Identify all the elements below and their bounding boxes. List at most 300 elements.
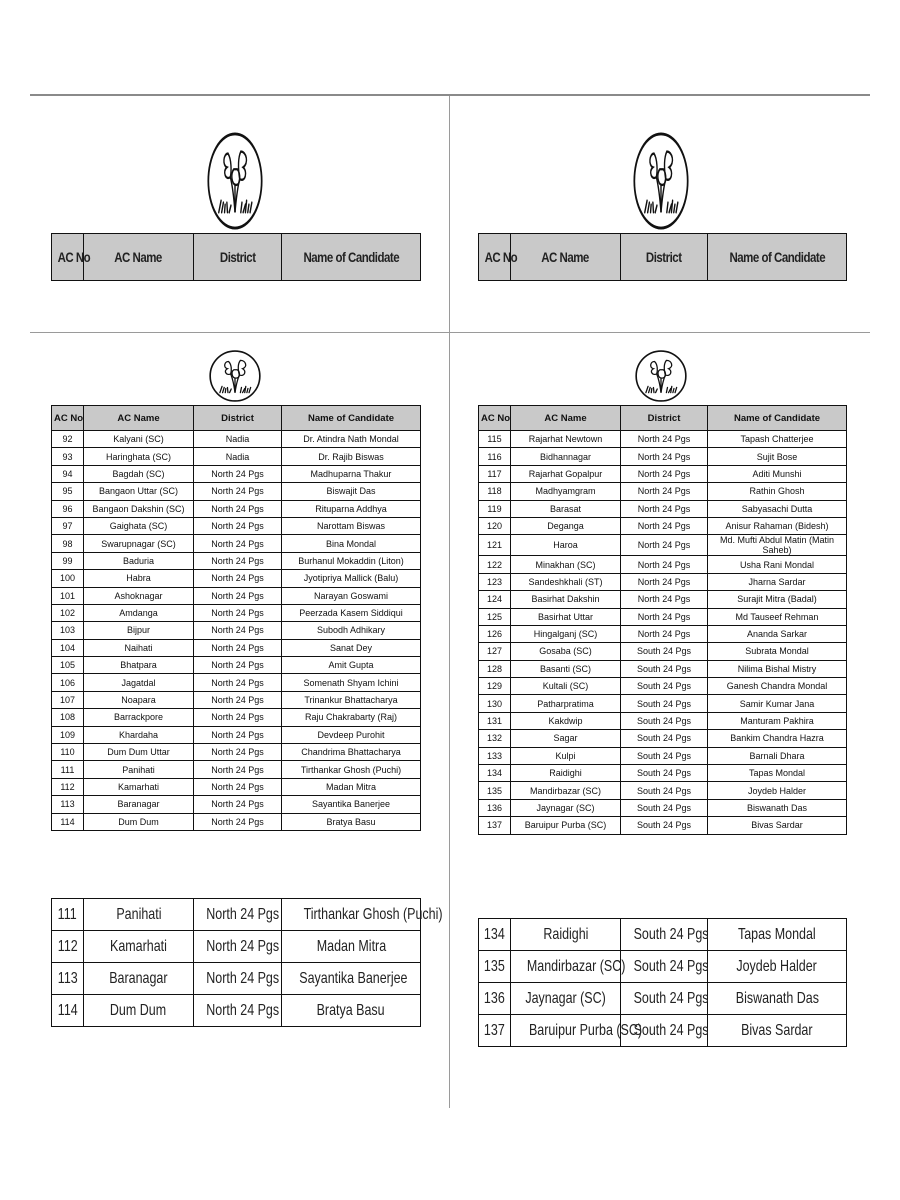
district-cell: North 24 Pgs	[194, 726, 282, 743]
table-row	[52, 465, 421, 482]
district-cell: North 24 Pgs	[194, 657, 282, 674]
table-row	[479, 747, 847, 764]
ac-no-cell: 123	[479, 573, 511, 590]
ac-no-cell: 99	[52, 552, 84, 569]
candidate-cell: Ganesh Chandra Mondal	[708, 678, 847, 695]
ac-name-cell-text: Jaynagar (SC)	[525, 989, 606, 1007]
table-row	[479, 919, 847, 951]
ac-name-cell: Deganga	[511, 517, 621, 534]
ac-name-cell: Khardaha	[84, 726, 194, 743]
ac-no-cell: 121	[479, 535, 511, 556]
candidate-header: Name of Candidate	[708, 406, 847, 431]
table-row	[52, 931, 421, 963]
table-row	[52, 709, 421, 726]
ac-name-cell: Kakdwip	[511, 712, 621, 729]
ac-name-cell: Jagatdal	[84, 674, 194, 691]
candidate-cell: Jharna Sardar	[708, 573, 847, 590]
district-cell: North 24 Pgs	[621, 500, 708, 517]
district-cell: South 24 Pgs	[621, 730, 708, 747]
candidate-cell: Somenath Shyam Ichini	[282, 674, 421, 691]
candidate-cell: Aditi Munshi	[708, 465, 847, 482]
candidate-cell: Nilima Bishal Mistry	[708, 660, 847, 677]
ac-no-cell: 118	[479, 483, 511, 500]
candidate-cell: Madhuparna Thakur	[282, 465, 421, 482]
ac-no-cell	[52, 899, 84, 931]
ac-no-cell	[52, 963, 84, 995]
table-row	[479, 517, 847, 534]
candidate-cell	[708, 919, 847, 951]
ac-no-cell-text: 135	[484, 957, 505, 975]
ac-no-cell	[52, 995, 84, 1027]
ac-name-cell: Dum Dum Uttar	[84, 744, 194, 761]
table-row	[52, 535, 421, 552]
candidate-cell: Sabyasachi Dutta	[708, 500, 847, 517]
ac-name-header: AC Name	[511, 234, 621, 281]
ac-no-cell: 128	[479, 660, 511, 677]
ac-name-cell-text: Raidighi	[542, 925, 589, 943]
table-row	[52, 726, 421, 743]
ac-no-cell: 96	[52, 500, 84, 517]
table-row	[52, 517, 421, 534]
ac-no-cell: 132	[479, 730, 511, 747]
ac-name-cell: Bangaon Dakshin (SC)	[84, 500, 194, 517]
table-row	[479, 535, 847, 556]
ac-name-cell: Kulpi	[511, 747, 621, 764]
table-row	[52, 448, 421, 465]
table-row	[52, 674, 421, 691]
ac-name-cell: Bagdah (SC)	[84, 465, 194, 482]
district-cell: North 24 Pgs	[194, 622, 282, 639]
ac-name-cell: Kultali (SC)	[511, 678, 621, 695]
table-row	[479, 951, 847, 983]
header-table-top-right	[478, 233, 847, 281]
header-table-top-left	[51, 233, 421, 281]
district-cell: North 24 Pgs	[194, 691, 282, 708]
candidate-cell	[282, 931, 421, 963]
ac-name-cell: Panihati	[84, 761, 194, 778]
district-cell: North 24 Pgs	[194, 813, 282, 830]
district-cell: North 24 Pgs	[194, 535, 282, 552]
district-cell-text: South 24 Pgs	[633, 957, 709, 975]
ac-name-cell: Kalyani (SC)	[84, 431, 194, 448]
ac-no-cell	[479, 983, 511, 1015]
ac-name-cell: Minakhan (SC)	[511, 556, 621, 573]
table-row	[479, 983, 847, 1015]
ac-name-cell	[84, 899, 194, 931]
table-row	[52, 570, 421, 587]
zoom-table-right	[478, 918, 847, 1047]
table-row	[479, 678, 847, 695]
ac-name-cell: Haringhata (SC)	[84, 448, 194, 465]
candidate-cell: Rituparna Addhya	[282, 500, 421, 517]
party-logo-icon	[632, 132, 690, 230]
candidate-cell: Md Tauseef Rehman	[708, 608, 847, 625]
district-header: District	[621, 406, 708, 431]
ac-no-cell: 125	[479, 608, 511, 625]
table-row	[479, 573, 847, 590]
district-cell: North 24 Pgs	[621, 625, 708, 642]
district-cell: South 24 Pgs	[621, 782, 708, 799]
candidate-cell: Raju Chakrabarty (Raj)	[282, 709, 421, 726]
table-row	[479, 643, 847, 660]
table-row	[52, 500, 421, 517]
ac-name-cell: Basanti (SC)	[511, 660, 621, 677]
district-header: District	[194, 406, 282, 431]
district-cell-text: North 24 Pgs	[206, 1001, 280, 1019]
district-cell: North 24 Pgs	[194, 639, 282, 656]
ac-no-cell-text: 114	[57, 1001, 78, 1019]
candidate-cell: Peerzada Kasem Siddiqui	[282, 604, 421, 621]
candidate-cell: Burhanul Mokaddin (Liton)	[282, 552, 421, 569]
candidate-header: Name of Candidate	[282, 234, 421, 281]
ac-no-cell: 119	[479, 500, 511, 517]
table-row	[52, 899, 421, 931]
candidate-cell: Tapash Chatterjee	[708, 431, 847, 448]
candidate-cell-text: Bivas Sardar	[741, 1021, 813, 1039]
district-cell	[621, 951, 708, 983]
table-row	[479, 817, 847, 834]
candidate-table-right	[478, 405, 847, 835]
ac-no-cell: 117	[479, 465, 511, 482]
candidate-cell: Joydeb Halder	[708, 782, 847, 799]
district-cell	[621, 919, 708, 951]
ac-no-cell: 115	[479, 431, 511, 448]
table-row	[52, 657, 421, 674]
candidate-cell-text: Bratya Basu	[317, 1001, 385, 1019]
district-cell-text: South 24 Pgs	[633, 925, 709, 943]
ac-no-cell-text: 113	[57, 969, 78, 987]
district-cell: South 24 Pgs	[621, 765, 708, 782]
district-cell: South 24 Pgs	[621, 799, 708, 816]
district-cell: Nadia	[194, 448, 282, 465]
candidate-cell: Subodh Adhikary	[282, 622, 421, 639]
ac-no-cell: 127	[479, 643, 511, 660]
district-cell: North 24 Pgs	[621, 573, 708, 590]
ac-no-cell: 105	[52, 657, 84, 674]
ac-name-cell	[84, 995, 194, 1027]
ac-name-cell: Baduria	[84, 552, 194, 569]
ac-name-cell-text: Dum Dum	[110, 1001, 167, 1019]
ac-no-cell: 92	[52, 431, 84, 448]
ac-no-cell-text: 111	[58, 905, 77, 923]
ac-name-cell: Baranagar	[84, 796, 194, 813]
ac-name-cell-text: Mandirbazar (SC)	[526, 957, 626, 975]
top-divider	[30, 94, 870, 96]
table-row	[52, 963, 421, 995]
ac-name-cell: Rajarhat Gopalpur	[511, 465, 621, 482]
ac-name-cell	[84, 963, 194, 995]
ac-name-cell: Patharpratima	[511, 695, 621, 712]
ac-no-cell: 107	[52, 691, 84, 708]
party-logo-icon	[208, 350, 262, 402]
ac-name-cell: Haroa	[511, 535, 621, 556]
candidate-cell: Biswajit Das	[282, 483, 421, 500]
candidate-cell: Sanat Dey	[282, 639, 421, 656]
table-row	[479, 799, 847, 816]
district-cell: North 24 Pgs	[621, 591, 708, 608]
candidate-cell-text: Tapas Mondal	[738, 925, 816, 943]
table-row	[52, 622, 421, 639]
candidate-cell: Madan Mitra	[282, 778, 421, 795]
district-cell: North 24 Pgs	[621, 608, 708, 625]
candidate-cell: Anisur Rahaman (Bidesh)	[708, 517, 847, 534]
zoom-fragment-left	[50, 905, 443, 1038]
candidate-cell: Bivas Sardar	[708, 817, 847, 834]
ac-no-cell-text: 136	[484, 989, 505, 1007]
ac-no-cell: 95	[52, 483, 84, 500]
district-cell-text: South 24 Pgs	[633, 1021, 709, 1039]
table-row	[52, 431, 421, 448]
ac-name-cell: Amdanga	[84, 604, 194, 621]
candidate-cell: Tapas Mondal	[708, 765, 847, 782]
ac-name-cell: Basirhat Uttar	[511, 608, 621, 625]
ac-no-cell: 103	[52, 622, 84, 639]
ac-name-cell: Basirhat Dakshin	[511, 591, 621, 608]
ac-no-cell: 130	[479, 695, 511, 712]
district-cell: North 24 Pgs	[194, 778, 282, 795]
ac-no-cell: 100	[52, 570, 84, 587]
table-row	[479, 660, 847, 677]
ac-name-cell: Bangaon Uttar (SC)	[84, 483, 194, 500]
candidate-cell: Barnali Dhara	[708, 747, 847, 764]
ac-name-cell: Habra	[84, 570, 194, 587]
ac-no-cell: 94	[52, 465, 84, 482]
ac-no-header: AC No	[52, 234, 84, 281]
table-row	[52, 744, 421, 761]
table-row	[52, 778, 421, 795]
district-cell: Nadia	[194, 431, 282, 448]
ac-name-cell	[511, 919, 621, 951]
candidate-cell-text: Sayantika Banerjee	[299, 969, 408, 987]
ac-name-cell: Barasat	[511, 500, 621, 517]
ac-name-cell: Bidhannagar	[511, 448, 621, 465]
ac-no-cell: 108	[52, 709, 84, 726]
table-row	[479, 556, 847, 573]
candidate-cell: Sayantika Banerjee	[282, 796, 421, 813]
district-cell: South 24 Pgs	[621, 678, 708, 695]
table-row	[479, 712, 847, 729]
ac-no-cell	[479, 1015, 511, 1047]
table-row	[479, 591, 847, 608]
ac-name-cell-text: Kamarhati	[110, 937, 167, 955]
district-cell	[621, 983, 708, 1015]
table-row	[52, 552, 421, 569]
district-cell: North 24 Pgs	[194, 604, 282, 621]
district-cell-text: South 24 Pgs	[633, 989, 709, 1007]
ac-no-cell: 113	[52, 796, 84, 813]
candidate-cell	[282, 995, 421, 1027]
district-cell: South 24 Pgs	[621, 817, 708, 834]
table-row	[52, 639, 421, 656]
candidate-cell: Samir Kumar Jana	[708, 695, 847, 712]
candidate-cell: Ananda Sarkar	[708, 625, 847, 642]
party-logo-icon	[206, 132, 264, 230]
ac-no-cell: 136	[479, 799, 511, 816]
district-cell: North 24 Pgs	[194, 709, 282, 726]
table-row	[479, 625, 847, 642]
district-cell: North 24 Pgs	[194, 500, 282, 517]
ac-no-cell: 93	[52, 448, 84, 465]
ac-name-cell: Naihati	[84, 639, 194, 656]
ac-name-cell: Sandeshkhali (ST)	[511, 573, 621, 590]
candidate-header: Name of Candidate	[282, 406, 421, 431]
candidate-cell	[708, 951, 847, 983]
candidate-cell: Tirthankar Ghosh (Puchi)	[282, 761, 421, 778]
ac-no-cell: 114	[52, 813, 84, 830]
ac-no-cell: 104	[52, 639, 84, 656]
ac-no-cell: 112	[52, 778, 84, 795]
table-row	[52, 796, 421, 813]
district-cell: North 24 Pgs	[194, 570, 282, 587]
district-cell-text: North 24 Pgs	[206, 969, 280, 987]
ac-no-cell: 98	[52, 535, 84, 552]
candidate-cell-text: Joydeb Halder	[736, 957, 818, 975]
candidate-cell: Manturam Pakhira	[708, 712, 847, 729]
district-cell: North 24 Pgs	[194, 465, 282, 482]
ac-name-cell: Madhyamgram	[511, 483, 621, 500]
center-divider	[449, 96, 450, 1108]
candidate-cell: Narottam Biswas	[282, 517, 421, 534]
table-row	[52, 813, 421, 830]
ac-name-cell: Sagar	[511, 730, 621, 747]
district-cell-text: North 24 Pgs	[206, 905, 280, 923]
ac-no-cell: 124	[479, 591, 511, 608]
ac-no-cell: 110	[52, 744, 84, 761]
ac-no-cell: 116	[479, 448, 511, 465]
ac-no-cell: 129	[479, 678, 511, 695]
ac-no-cell: 135	[479, 782, 511, 799]
district-header: District	[194, 234, 282, 281]
table-row	[52, 995, 421, 1027]
candidate-cell	[708, 1015, 847, 1047]
ac-name-cell: Gosaba (SC)	[511, 643, 621, 660]
ac-name-cell: Hingalganj (SC)	[511, 625, 621, 642]
table-row	[479, 765, 847, 782]
ac-no-cell: 122	[479, 556, 511, 573]
ac-no-cell	[479, 951, 511, 983]
district-cell: North 24 Pgs	[621, 535, 708, 556]
ac-name-cell: Raidighi	[511, 765, 621, 782]
table-row	[52, 761, 421, 778]
district-cell: North 24 Pgs	[621, 556, 708, 573]
ac-name-cell: Baruipur Purba (SC)	[511, 817, 621, 834]
table-row	[479, 695, 847, 712]
ac-no-cell: 102	[52, 604, 84, 621]
district-cell: North 24 Pgs	[194, 674, 282, 691]
candidate-cell: Bina Mondal	[282, 535, 421, 552]
table-row	[479, 448, 847, 465]
table-row	[479, 500, 847, 517]
table-row	[479, 730, 847, 747]
ac-no-cell: 97	[52, 517, 84, 534]
ac-no-cell: 106	[52, 674, 84, 691]
ac-name-cell	[511, 983, 621, 1015]
ac-no-cell: 133	[479, 747, 511, 764]
ac-no-cell: 137	[479, 817, 511, 834]
ac-no-cell: 126	[479, 625, 511, 642]
district-cell	[194, 899, 282, 931]
middle-divider	[30, 332, 870, 333]
ac-name-cell: Bijpur	[84, 622, 194, 639]
ac-no-cell: 101	[52, 587, 84, 604]
candidate-cell: Subrata Mondal	[708, 643, 847, 660]
district-cell: North 24 Pgs	[194, 483, 282, 500]
ac-name-cell: Gaighata (SC)	[84, 517, 194, 534]
district-cell: South 24 Pgs	[621, 695, 708, 712]
district-cell: South 24 Pgs	[621, 643, 708, 660]
ac-no-cell	[52, 931, 84, 963]
candidate-table-left	[51, 405, 421, 831]
ac-name-cell: Rajarhat Newtown	[511, 431, 621, 448]
zoom-fragment-right	[477, 918, 849, 1052]
candidate-cell: Rathin Ghosh	[708, 483, 847, 500]
district-cell: North 24 Pgs	[194, 517, 282, 534]
ac-name-cell: Barrackpore	[84, 709, 194, 726]
candidate-cell: Trinankur Bhattacharya	[282, 691, 421, 708]
candidate-cell: Biswanath Das	[708, 799, 847, 816]
ac-name-header: AC Name	[84, 406, 194, 431]
district-cell: South 24 Pgs	[621, 660, 708, 677]
district-cell: North 24 Pgs	[621, 465, 708, 482]
candidate-cell: Surajit Mitra (Badal)	[708, 591, 847, 608]
candidate-cell: Dr. Atindra Nath Mondal	[282, 431, 421, 448]
candidate-cell: Sujit Bose	[708, 448, 847, 465]
ac-no-cell-text: 134	[484, 925, 505, 943]
candidate-cell: Amit Gupta	[282, 657, 421, 674]
district-cell: North 24 Pgs	[194, 761, 282, 778]
district-cell: North 24 Pgs	[621, 448, 708, 465]
table-row	[52, 604, 421, 621]
district-cell: North 24 Pgs	[194, 552, 282, 569]
table-row	[52, 691, 421, 708]
district-cell: North 24 Pgs	[194, 796, 282, 813]
candidate-cell: Devdeep Purohit	[282, 726, 421, 743]
district-cell-text: North 24 Pgs	[206, 937, 280, 955]
ac-name-cell	[84, 931, 194, 963]
ac-no-cell: 120	[479, 517, 511, 534]
ac-no-header: AC No	[479, 234, 511, 281]
ac-name-cell	[511, 951, 626, 983]
ac-no-cell: 109	[52, 726, 84, 743]
candidate-cell	[708, 983, 847, 1015]
ac-name-cell: Swarupnagar (SC)	[84, 535, 194, 552]
candidate-cell	[282, 963, 421, 995]
candidate-cell: Md. Mufti Abdul Matin (Matin Saheb)	[708, 535, 847, 556]
ac-name-cell: Ashoknagar	[84, 587, 194, 604]
table-row	[479, 782, 847, 799]
candidate-cell: Bratya Basu	[282, 813, 421, 830]
ac-no-cell-text: 137	[484, 1021, 505, 1039]
ac-name-header: AC Name	[84, 234, 194, 281]
party-logo-icon	[634, 350, 688, 402]
district-cell	[194, 963, 282, 995]
candidate-cell: Bankim Chandra Hazra	[708, 730, 847, 747]
ac-name-cell: Noapara	[84, 691, 194, 708]
ac-no-cell: 134	[479, 765, 511, 782]
table-row	[479, 483, 847, 500]
district-cell: North 24 Pgs	[621, 483, 708, 500]
candidate-cell-text: Tirthankar Ghosh (Puchi)	[303, 905, 443, 923]
table-row	[479, 608, 847, 625]
candidate-cell: Jyotipriya Mallick (Balu)	[282, 570, 421, 587]
ac-name-cell-text: Baruipur Purba (SC)	[528, 1021, 643, 1039]
ac-name-cell-text: Panihati	[115, 905, 162, 923]
district-cell	[194, 931, 282, 963]
ac-name-header: AC Name	[511, 406, 621, 431]
candidate-cell: Usha Rani Mondal	[708, 556, 847, 573]
district-cell: North 24 Pgs	[194, 744, 282, 761]
ac-name-cell: Kamarhati	[84, 778, 194, 795]
